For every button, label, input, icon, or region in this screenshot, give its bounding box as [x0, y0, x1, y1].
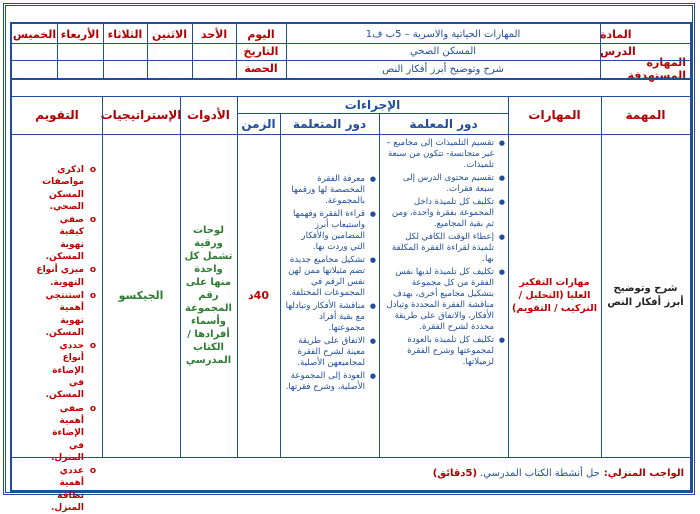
list-item: o صفي أهمية الإضاءة في المنزل.	[36, 403, 84, 464]
day-sunday: الأحد	[200, 27, 228, 41]
lesson-plan-table	[10, 22, 692, 514]
skills-cell	[508, 134, 601, 457]
subject-value: المهارات الحياتية والاسرية – 5ب ف1	[365, 29, 521, 40]
list-item: o صفي كيفية تهوية المسكن.	[36, 214, 84, 263]
homework-duration: (5دقائق)	[432, 468, 478, 479]
teacher-role-header: دور المعلمة	[409, 116, 478, 131]
strategies-header: الإستراتيجيات	[100, 108, 182, 122]
time-header: الزمن	[241, 116, 276, 131]
list-item: ● تكليف كل تلميذة داخل المجموعة بفقرة واحدة، ومن ثم بقية المجاميع.	[383, 197, 494, 230]
list-item: ● الاتفاق على طريقة معينة لشرح الفقرة لمجاميعهن الأصلية.	[284, 336, 365, 369]
day-tuesday: الثلاثاء	[107, 27, 143, 41]
homework-text: حل أنشطة الكتاب المدرسي.	[480, 468, 600, 479]
evaluation-cell	[12, 136, 102, 514]
subject-label: المادة	[600, 28, 632, 41]
student-role-list	[280, 174, 379, 393]
strategy-text: الجيكسو	[118, 289, 164, 302]
student-role-cell	[280, 136, 379, 456]
time-value: 40د	[248, 289, 269, 302]
list-item: o عددي أهمية نظافة المنزل.	[36, 465, 84, 514]
skills-header: المهارات	[528, 108, 581, 122]
list-item: o حددي أنواع الإضاءة في المسكن.	[36, 340, 84, 401]
list-item: o اذكري مواصفات المسكن الصحي.	[36, 164, 84, 213]
strategy-cell	[102, 134, 180, 457]
period-label: الحصة	[244, 62, 278, 76]
day-thursday: الخميس	[12, 27, 57, 41]
list-item: ● إعطاء الوقت الكافي لكل تلميذة لقراءة الفقرة المكلفة بها.	[383, 232, 494, 265]
teacher-role-list	[379, 138, 508, 368]
target-skill-label: المهارة المستهدفة	[627, 56, 686, 82]
day-label: اليوم	[247, 27, 275, 41]
homework-label: الواجب المنزلي:	[603, 468, 684, 479]
date-label: التاريخ	[243, 44, 279, 58]
student-role-header: دور المتعلمة	[292, 116, 367, 131]
list-item: ● العودة إلى المجموعة الأصلية، وشرح فقرتها.	[284, 371, 365, 393]
lesson-value: المسكن الصحي	[409, 46, 477, 57]
day-wednesday: الأربعاء	[60, 27, 100, 41]
tools-header: الأدوات	[187, 108, 230, 122]
list-item: o استنتجي أهمية تهوية المسكن.	[36, 290, 84, 339]
teacher-role-cell	[379, 136, 508, 456]
list-item: o ميزي أنواع التهوية.	[36, 264, 84, 289]
task-text: شرح وتوضيح أبرز أفكار النص	[607, 282, 684, 308]
list-item: ● تكليف كل تلميذة لديها نفس الفقرة من كل مجموعة بتشكيل مجاميع أخرى، بهدف مناقشة الفقرة المحددة وتبادل الأفكار، والاتفاق على طريقة محددة لشرح الفقرة.	[383, 267, 494, 333]
skills-text: مهارات التفكير العليا (التحليل / التركيب / التقويم)	[511, 277, 597, 314]
day-monday: الاثنين	[152, 27, 187, 41]
list-item: ● تقسيم محتوى الدرس إلى سبعة فقرات.	[383, 173, 494, 195]
list-item: ● معرفة الفقرة المخصصة لها ورقمها بالمجموعة.	[284, 174, 365, 207]
tools-text: لوحات ورقية تشمل كل واحدة منها على رقم المجموعة وأسماء أفرادها / الكتاب المدرسي	[184, 225, 233, 366]
task-header: المهمة	[625, 108, 666, 122]
homework-row	[12, 457, 690, 490]
list-item: ● تشكيل مجاميع جديدة تضم مثيلاتها ممن لهن نفس الرقم في المجموعات المختلفة.	[284, 255, 365, 299]
list-item: ● تقسيم التلميذات إلى مجاميع – غير متجانسة- تتكون من سبعة تلميذات.	[383, 138, 494, 171]
procedures-header: الإجراءات	[344, 97, 401, 112]
list-item: ● قراءة الفقرة وفهمها واستيعاب أبرز المضامين والأفكار التي وردت بها.	[284, 209, 365, 253]
list-item: ● تكليف كل تلميذة بالعودة لمجموعتها وشرح الفقرة لزميلاتها.	[383, 335, 494, 368]
evaluation-header: التقويم	[35, 108, 79, 122]
list-item: ● مناقشة الأفكار وتبادلها مع بقية أفراد مجموعتها.	[284, 301, 365, 334]
task-cell	[601, 134, 690, 457]
tools-cell	[180, 134, 237, 457]
time-cell	[237, 134, 280, 457]
lesson-label: الدرس	[600, 45, 636, 58]
target-skill-value: شرح وتوضيح أبرز أفكار النص	[382, 63, 504, 75]
